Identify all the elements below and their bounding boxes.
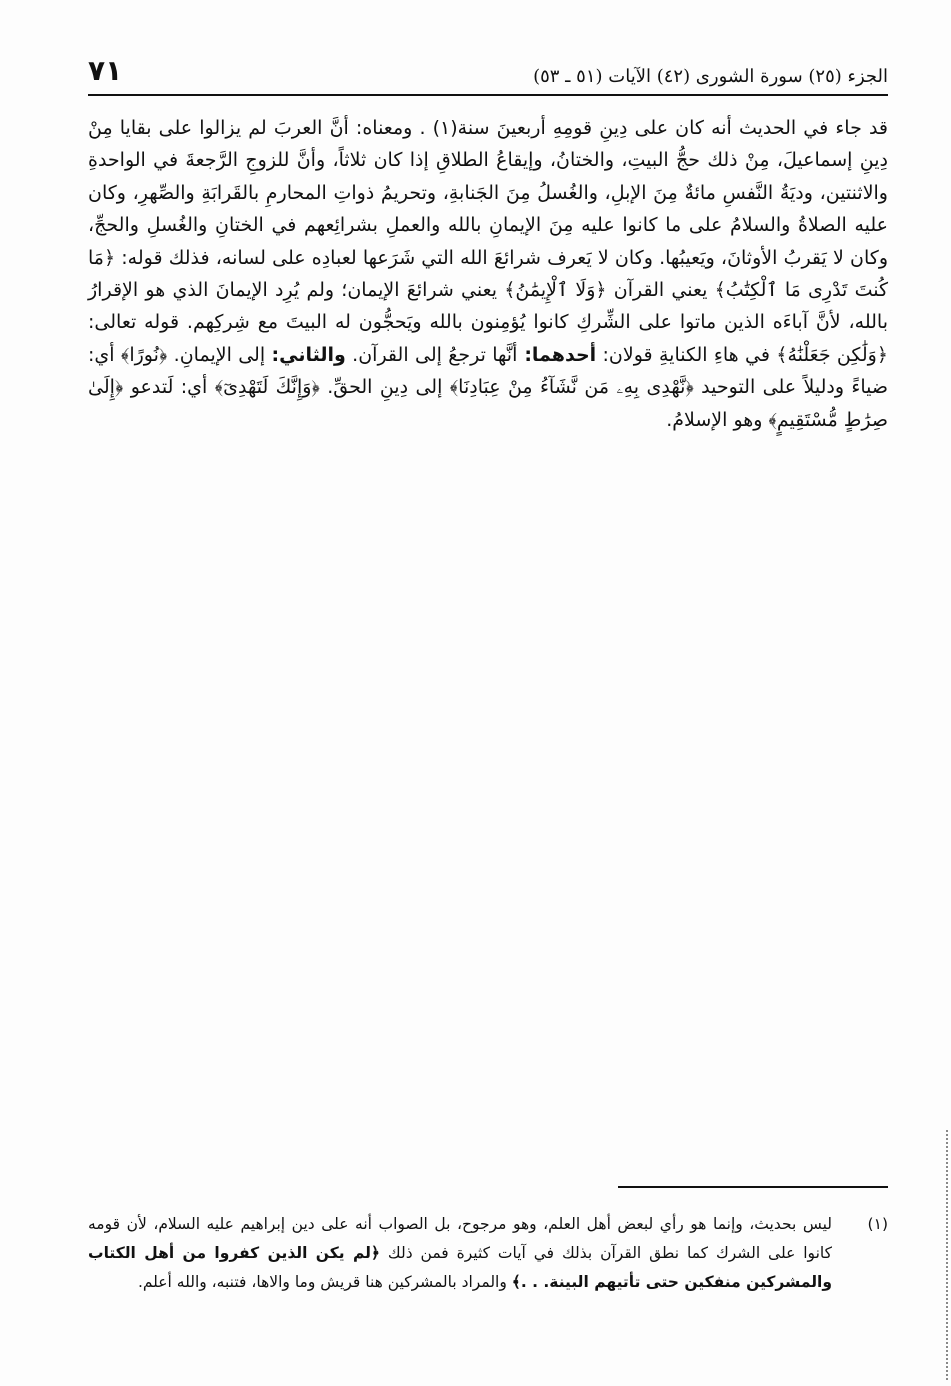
footnote-marker: (١) <box>867 1215 888 1233</box>
page-number: ٧١ <box>88 54 123 87</box>
text-line: ﴿وَإِنَّكَ لَتَهْدِىٓ﴾ أي: لَتدعو ﴿إِلَىٰ صِرَٰطٍ مُّسْتَقِيمٍ﴾ وهو الإسلامُ. <box>88 376 888 431</box>
scan-edge <box>944 1130 948 1380</box>
text-line: دِينِ إسماعيلَ، مِنْ ذلك حجُّ البيتِ، والختانُ، وإيقاعُ الطلاقِ إذا كان ثلاثاً، وأنَّ للزوجِ الرَّجعةَ في <box>153 149 888 172</box>
footnote-text-start: ليس بحديث، وإنما هو رأي لبعض أهل العلم، وهو مرجوح، بل الصواب أنه على دين إبراهيم عليه السلام، لأن قومه كانوا على الشرك كما نطق القرآن بذلك في آيات كثيرة فمن ذلك <box>88 1215 832 1262</box>
text-fragment: أنَّها ترجعُ إلى القرآن. <box>345 343 518 366</box>
bold-label: والثاني: <box>271 343 346 366</box>
text-line: الإيمانَ الذي هو الإقرارُ بالله، لأنَّ آباءَه الذين ماتوا على الشِّركِ كانوا يُؤمِنون بالله ويَحجُّون له البيتَ مع <box>88 279 888 334</box>
footnote-divider <box>618 1186 888 1188</box>
text-line: قد جاء في الحديث أنه كان على دِينِ قومِهِ أربعينَ سنة(١) . ومعناه: أنَّ العربَ لم يزالوا على بقايا مِنْ <box>88 117 888 139</box>
text-line: والغُسلِ والحجِّ، وكان لا يَقربُ الأوثانَ، ويَعيبُها. وكان لا يَعرف شرائعَ الله التي شَرَعها لعبادِه على <box>88 214 888 269</box>
bold-label: أحدهما: <box>517 343 597 366</box>
footnote-text <box>88 1210 832 1297</box>
text-line: لسانه، فذلك قوله: ﴿مَا كُنتَ تَدْرِى مَا ٱلْكِتَٰبُ﴾ يعني القرآن ﴿وَلَا ٱلْإِيمَٰنُ﴾ يعني شرائعَ الإيمان؛ ولم يُرِد <box>88 246 889 302</box>
footnote-quote: ﴿لم يكن الذين كفروا من أهل الكتاب والمشركين منفكين حتى تأتيهم البينة. . .﴾ <box>88 1244 832 1291</box>
main-text <box>88 112 888 436</box>
footnote <box>88 1210 888 1297</box>
text-line: الواحدةِ والاثنتين، وديَةُ النَّفسِ مائةٌ مِنَ الإبلِ، والغُسلُ مِنَ الجَنابةِ، وتحريمُ ذواتِ المحارمِ بالقَرابَةِ <box>88 149 888 204</box>
running-head: الجزء (٢٥) سورة الشورى (٤٢) الآيات (٥١ ـ ٥٣) <box>533 66 888 87</box>
text-line: والصِّهرِ، وكان عليه الصلاةُ والسلامُ على ما كانوا عليه مِنَ الإيمانِ بالله والعملِ بشرائِعهم في الختانِ <box>88 181 888 237</box>
page-header <box>88 54 888 96</box>
text-line: إلى الإيمانِ. ﴿نُورًا﴾ أي: ضياءً ودليلاً على التوحيد ﴿نَّهْدِى بِهِۦ مَن نَّشَآءُ مِنْ عِبَادِنَا﴾ إلى دِينِ الحقِّ. <box>88 343 888 399</box>
header-divider <box>88 94 888 96</box>
text-line: شِركِهم. قوله تعالى: ﴿وَلَٰكِن جَعَلْنَٰهُ﴾ في هاءِ الكنايةِ قولان: <box>88 311 888 366</box>
footnote-text-end: والمراد بالمشركين هنا قريش وما والاها، فتنبه، والله أعلم. <box>137 1273 512 1291</box>
